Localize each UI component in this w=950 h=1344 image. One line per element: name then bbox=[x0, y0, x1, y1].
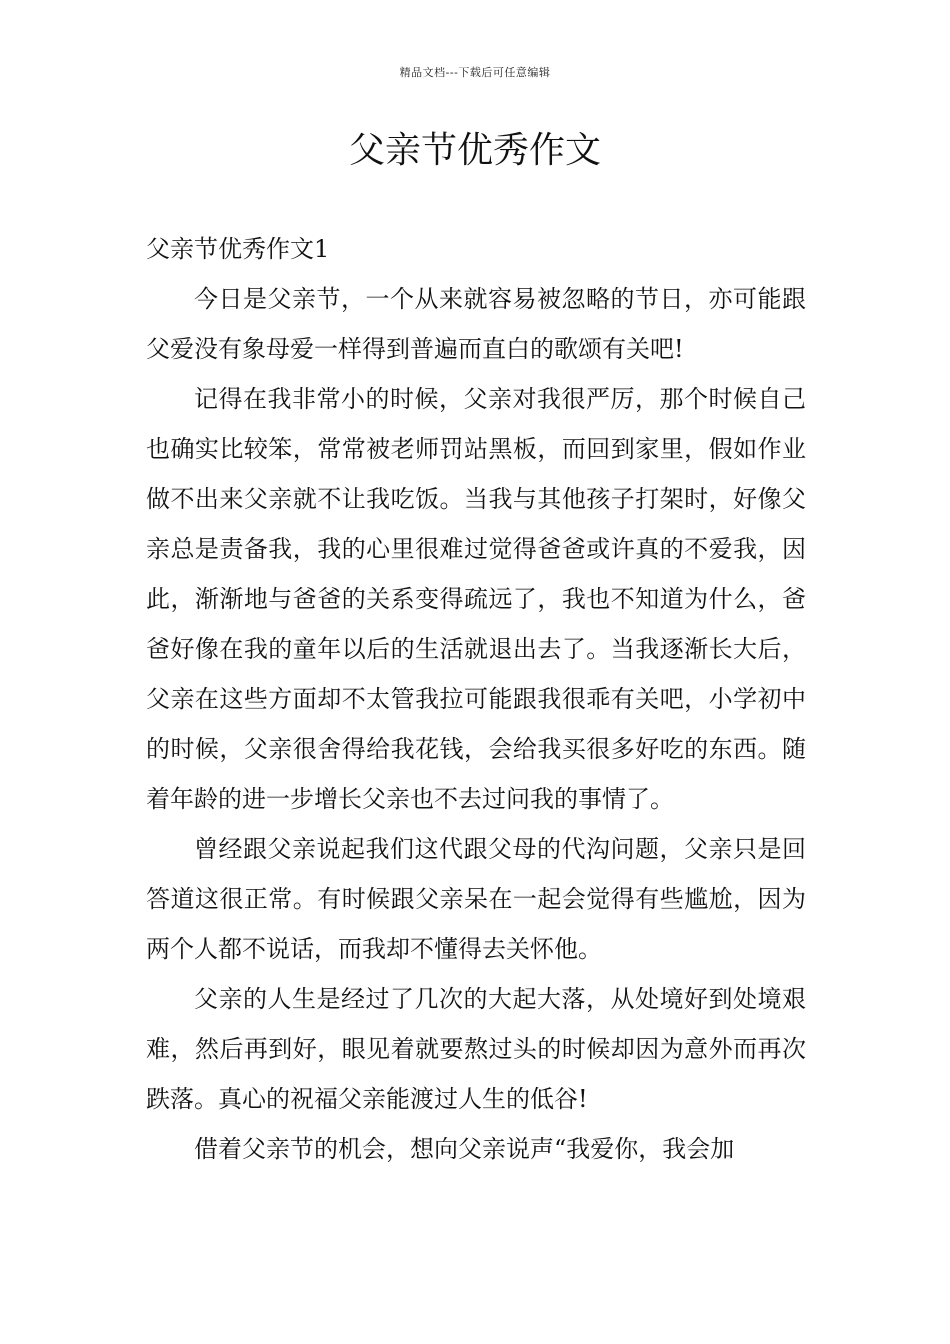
section-title: 父亲节优秀作文1 bbox=[146, 235, 330, 263]
paragraph: 父亲的人生是经过了几次的大起大落，从处境好到处境艰难，然后再到好，眼见着就要熬过头的时候却因为意外而再次跌落。真心的祝福父亲能渡过人生的低谷! bbox=[146, 985, 806, 1113]
paragraph: 今日是父亲节，一个从来就容易被忽略的节日，亦可能跟父爱没有象母爱一样得到普遍而直白的歌颂有关吧! bbox=[146, 285, 806, 363]
paragraph: 曾经跟父亲说起我们这代跟父母的代沟问题，父亲只是回答道这很正常。有时候跟父亲呆在一起会觉得有些尴尬，因为两个人都不说话，而我却不懂得去关怀他。 bbox=[146, 835, 806, 963]
paragraph: 记得在我非常小的时候，父亲对我很严厉，那个时候自己也确实比较笨，常常被老师罚站黑板，而回到家里，假如作业做不出来父亲就不让我吃饭。当我与其他孩子打架时，好像父亲总是责备我，我的心里很难过觉得爸爸或许真的不爱我，因此，渐渐地与爸爸的关系变得疏远了，我也不知道为什么，爸爸好像在我的童年以后的生活就退出去了。当我逐渐长大后，父亲在这些方面却不太管我拉可能跟我很乖有关吧，小学初中的时候，父亲很舍得给我花钱，会给我买很多好吃的东西。随着年龄的进一步增长父亲也不去过问我的事情了。 bbox=[146, 385, 806, 813]
document-title: 父亲节优秀作文 bbox=[348, 130, 601, 171]
document-body bbox=[146, 224, 806, 1174]
paragraph: 借着父亲节的机会，想向父亲说声“我爱你，我会加 bbox=[194, 1135, 735, 1163]
header-note: 精品文档---下载后可任意编辑 bbox=[399, 66, 551, 79]
